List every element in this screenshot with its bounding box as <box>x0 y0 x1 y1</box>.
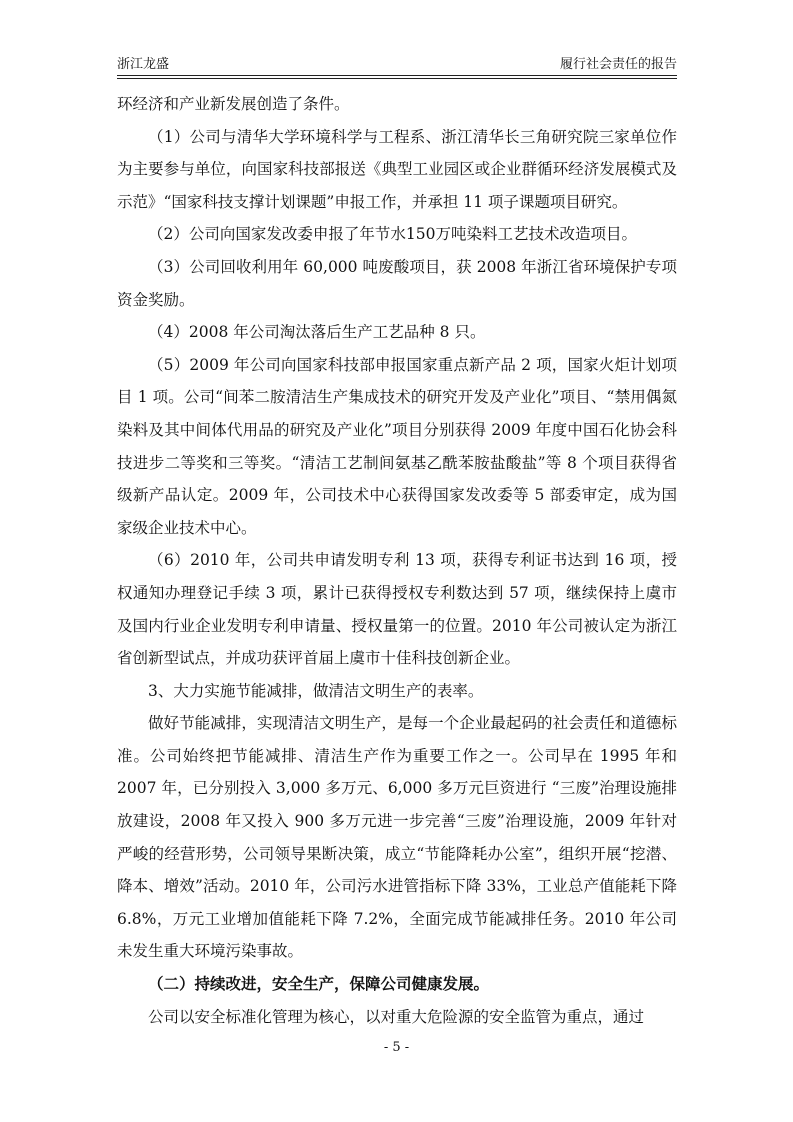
page-number: - 5 - <box>383 1040 410 1055</box>
page-header <box>117 54 677 76</box>
paragraph-energy-saving: 做好节能减排，实现清洁文明生产，是每一个企业最起码的社会责任和道德标准。公司始终把节能减排、清洁生产作为重要工作之一。公司早在 1995 年和 2007 年，已分别投入 3,000 多万元、6,000 多万元巨资进行 “三废”治理设施排放建设，2008 年又投入 900 多万元进一步完善“三废”治理设施，2009 年针对严峻的经营形势，公司领导果断决策，成立“节能降耗办公室”，组织开展“挖潜、降本、增效”活动。2010 年，公司污水进管指标下降 33%，工业总产值能耗下降 6.8%，万元工业增加值能耗下降 7.2%，全面完成节能减排任务。2010 年公司未发生重大环境污染事故。 <box>117 714 677 961</box>
section-heading-3: 3、大力实施节能减排，做清洁文明生产的表率。 <box>148 681 484 700</box>
header-report-title: 履行社会责任的报告 <box>559 57 677 72</box>
paragraph-item-1: （1）公司与清华大学环境科学与工程系、浙江清华长三角研究院三家单位作为主要参与单位，向国家科技部报送《典型工业园区或企业群循环经济发展模式及示范》“国家科技支撑计划课题”申报工作，并承担 11 项子课题项目研究。 <box>117 127 677 211</box>
paragraph-item-2: （2）公司向国家发改委申报了年节水150万吨染料工艺技术改造项目。 <box>148 225 637 244</box>
header-company-name: 浙江龙盛 <box>117 57 170 72</box>
paragraph-safety: 公司以安全标准化管理为核心，以对重大危险源的安全监管为重点，通过 <box>148 1007 645 1026</box>
section-heading-safety: （二）持续改进，安全生产，保障公司健康发展。 <box>148 974 490 994</box>
paragraph-item-4: （4）2008 年公司淘汰落后生产工艺品种 8 只。 <box>148 323 486 342</box>
paragraph-continuation: 环经济和产业新发展创造了条件。 <box>117 95 350 113</box>
paragraph-item-3: （3）公司回收利用年 60,000 吨废酸项目，获 2008 年浙江省环境保护专项资金奖励。 <box>117 257 677 309</box>
document-body <box>117 88 677 1033</box>
header-divider <box>117 75 677 79</box>
paragraph-item-5: （5）2009 年公司向国家科技部申报国家重点新产品 2 项，国家火炬计划项目 1 项。公司“间苯二胺清洁生产集成技术的研究开发及产业化”项目、“禁用偶氮染料及其中间体代用品的研究及产业化”项目分别获得 2009 年度中国石化协会科技进步二等奖和三等奖。“清洁工艺制间氨基乙酰苯胺盐酸盐”等 8 个项目获得省级新产品认定。2009 年，公司技术中心获得国家发改委等 5 部委审定，成为国家级企业技术中心。 <box>117 355 677 537</box>
paragraph-item-6: （6）2010 年，公司共申请发明专利 13 项，获得专利证书达到 16 项，授权通知办理登记手续 3 项，累计已获得授权专利数达到 57 项，继续保持上虞市及国内行业企业发明专利申请量、授权量第一的位置。2010 年公司被认定为浙江省创新型试点，并成功获评首届上虞市十佳科技创新企业。 <box>117 551 677 668</box>
